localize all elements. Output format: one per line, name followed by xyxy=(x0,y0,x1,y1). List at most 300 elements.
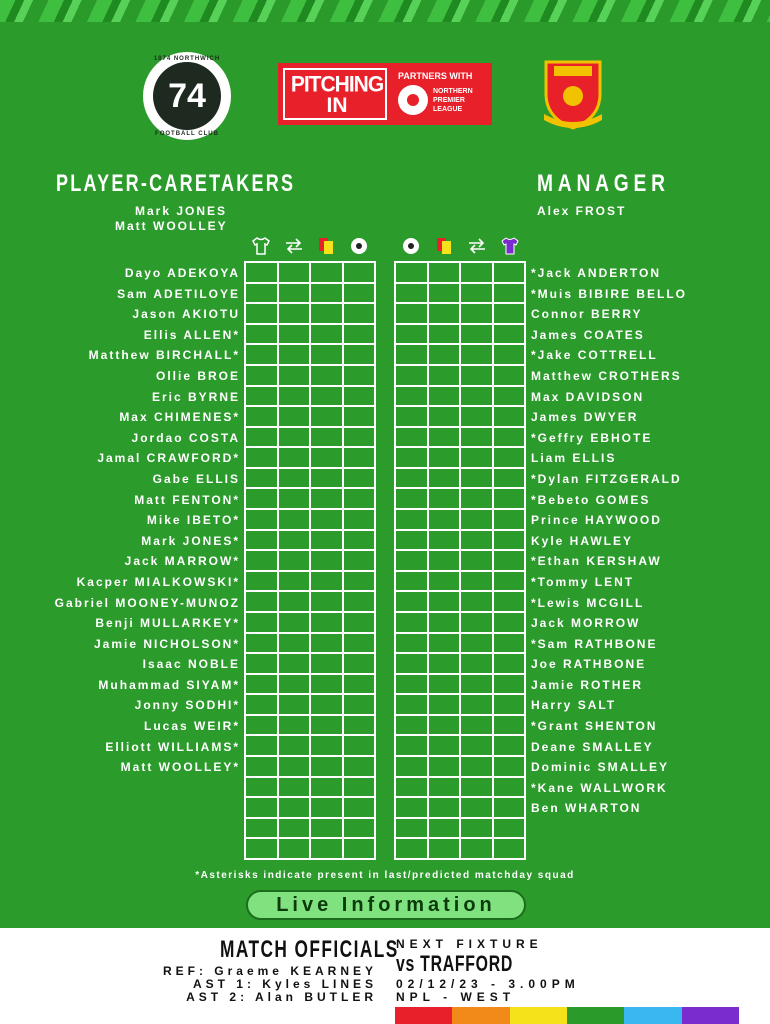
stat-cell xyxy=(246,510,277,529)
next-fixture-opponent: vs TRAFFORD xyxy=(396,951,514,976)
stat-cell xyxy=(246,592,277,611)
stat-cell xyxy=(461,654,492,673)
stat-cell xyxy=(344,407,375,426)
stat-cell xyxy=(279,325,310,344)
stat-cell xyxy=(311,325,342,344)
stat-cell xyxy=(311,757,342,776)
stat-cell xyxy=(344,819,375,838)
stat-cell xyxy=(279,366,310,385)
manager-name: Alex FROST xyxy=(537,204,627,218)
pitching-line2: IN xyxy=(326,94,348,117)
stat-cell xyxy=(461,428,492,447)
player-name: Jamie ROTHER xyxy=(531,677,644,692)
stat-cell xyxy=(279,675,310,694)
stat-cell xyxy=(461,345,492,364)
pitching-in-box xyxy=(283,68,387,120)
stat-cell xyxy=(461,284,492,303)
stat-cell xyxy=(344,345,375,364)
stat-cell xyxy=(429,428,460,447)
stat-cell xyxy=(246,778,277,797)
player-name: Harry SALT xyxy=(531,698,617,713)
stat-cell xyxy=(279,695,310,714)
stat-cell xyxy=(246,448,277,467)
stat-cell xyxy=(246,798,277,817)
stat-cell xyxy=(311,675,342,694)
stat-cell xyxy=(246,572,277,591)
shirt-icon xyxy=(500,236,520,256)
stat-cell xyxy=(344,510,375,529)
player-name: James DWYER xyxy=(531,410,639,425)
stat-cell xyxy=(396,695,427,714)
stat-cell xyxy=(396,366,427,385)
stat-cell xyxy=(494,592,525,611)
stat-cell xyxy=(246,695,277,714)
player-name: *Bebeto GOMES xyxy=(531,492,651,507)
home-stats-grid xyxy=(244,261,376,860)
stat-cell xyxy=(344,778,375,797)
stat-cell xyxy=(429,675,460,694)
stat-cell xyxy=(344,489,375,508)
stat-cell xyxy=(396,592,427,611)
stat-cell xyxy=(279,634,310,653)
stat-cell xyxy=(494,284,525,303)
player-name: Jamie NICHOLSON* xyxy=(93,636,240,651)
stat-cell xyxy=(494,695,525,714)
stat-cell xyxy=(396,613,427,632)
stat-cell xyxy=(494,387,525,406)
player-name: Ellis ALLEN* xyxy=(143,327,240,342)
player-name: Dominic SMALLEY xyxy=(531,760,670,775)
stat-cell xyxy=(311,839,342,858)
ball-icon xyxy=(401,236,421,256)
stat-cell xyxy=(494,839,525,858)
rainbow-segment xyxy=(682,1007,739,1024)
stat-cell xyxy=(396,819,427,838)
player-name: Benji MULLARKEY* xyxy=(95,616,240,631)
player-name: *Sam RATHBONE xyxy=(531,636,658,651)
caretaker-name: Mark JONES xyxy=(135,204,228,218)
player-name: Ben WHARTON xyxy=(531,801,642,816)
player-name: Jason AKIOTU xyxy=(132,307,240,322)
stat-cell xyxy=(311,284,342,303)
stat-cell xyxy=(311,469,342,488)
stat-cell xyxy=(246,634,277,653)
stat-cell xyxy=(461,613,492,632)
stat-cell xyxy=(344,428,375,447)
stat-cell xyxy=(246,387,277,406)
away-players-list xyxy=(531,263,761,819)
stat-cell xyxy=(246,489,277,508)
player-name: Eric BYRNE xyxy=(151,389,240,404)
stat-cell xyxy=(279,489,310,508)
player-name: Gabe ELLIS xyxy=(152,471,240,486)
stat-cell xyxy=(461,695,492,714)
stat-cell xyxy=(461,675,492,694)
player-name: Connor BERRY xyxy=(531,307,643,322)
stat-cell xyxy=(344,716,375,735)
player-name: Joe RATHBONE xyxy=(531,657,647,672)
stat-cell xyxy=(429,448,460,467)
player-name: Prince HAYWOOD xyxy=(531,513,662,528)
stat-cell xyxy=(494,263,525,282)
stat-cell xyxy=(429,489,460,508)
stat-cell xyxy=(429,263,460,282)
stat-cell xyxy=(396,428,427,447)
stat-cell xyxy=(246,263,277,282)
stat-cell xyxy=(311,531,342,550)
stat-cell xyxy=(246,736,277,755)
rainbow-segment xyxy=(452,1007,509,1024)
stat-cell xyxy=(279,448,310,467)
stat-cell xyxy=(494,469,525,488)
stat-cell xyxy=(344,839,375,858)
stat-cell xyxy=(344,448,375,467)
stat-cell xyxy=(494,551,525,570)
pitching-in-logo xyxy=(278,63,492,125)
stat-cell xyxy=(311,654,342,673)
stat-cell xyxy=(494,489,525,508)
club-logo xyxy=(143,52,231,140)
stat-cell xyxy=(246,428,277,447)
stat-cell xyxy=(461,798,492,817)
player-name: Lucas WEIR* xyxy=(143,719,240,734)
player-name: Max DAVIDSON xyxy=(531,389,645,404)
stat-cell xyxy=(461,263,492,282)
club-ring-bottom: FOOTBALL CLUB xyxy=(155,131,219,137)
stat-cell xyxy=(246,613,277,632)
stat-cell xyxy=(396,304,427,323)
stat-cell xyxy=(246,716,277,735)
player-name: Matthew BIRCHALL* xyxy=(88,348,240,363)
stat-cell xyxy=(494,531,525,550)
rainbow-bar xyxy=(395,1007,739,1024)
partners-with-label: PARTNERS WITH xyxy=(398,71,473,81)
player-name: Kacper MIALKOWSKI* xyxy=(76,574,240,589)
rainbow-segment xyxy=(567,1007,624,1024)
stat-cell xyxy=(494,304,525,323)
stat-cell xyxy=(279,304,310,323)
stat-cell xyxy=(494,345,525,364)
stat-cell xyxy=(396,634,427,653)
stat-cell xyxy=(494,736,525,755)
stat-cell xyxy=(311,613,342,632)
player-name: Muhammad SIYAM* xyxy=(98,677,240,692)
stat-cell xyxy=(461,778,492,797)
stat-cell xyxy=(246,366,277,385)
footnote: *Asterisks indicate present in last/predicted matchday squad xyxy=(195,870,575,881)
player-name: Dayo ADEKOYA xyxy=(124,266,240,280)
club-number: 74 xyxy=(168,76,206,115)
stat-cell xyxy=(494,778,525,797)
stat-cell xyxy=(311,510,342,529)
shirt-icon xyxy=(251,236,271,256)
stat-cell xyxy=(279,572,310,591)
stat-cell xyxy=(461,757,492,776)
top-stripe xyxy=(0,0,770,22)
stat-cell xyxy=(396,263,427,282)
stat-cell xyxy=(311,716,342,735)
stat-cell xyxy=(396,757,427,776)
stat-cell xyxy=(429,592,460,611)
stat-cell xyxy=(311,407,342,426)
stat-cell xyxy=(429,757,460,776)
stat-cell xyxy=(461,407,492,426)
player-name: Isaac NOBLE xyxy=(142,657,240,672)
stat-cell xyxy=(344,675,375,694)
stat-cell xyxy=(396,345,427,364)
stat-cell xyxy=(279,798,310,817)
player-name: *Kane WALLWORK xyxy=(531,780,668,795)
stat-cell xyxy=(344,798,375,817)
next-fixture-competition: NPL - WEST xyxy=(396,990,516,1004)
stat-cell xyxy=(344,325,375,344)
stat-cell xyxy=(494,325,525,344)
player-name: Mike IBETO* xyxy=(146,513,240,528)
player-name: *Dylan FITZGERALD xyxy=(531,471,682,486)
stat-cell xyxy=(494,654,525,673)
stat-cell xyxy=(246,345,277,364)
stat-cell xyxy=(396,469,427,488)
stat-cell xyxy=(429,654,460,673)
opponent-crest-icon xyxy=(540,56,606,130)
player-name: Matt FENTON* xyxy=(134,492,240,507)
next-fixture-datetime: 02/12/23 - 3.00PM xyxy=(396,977,580,991)
stat-cell xyxy=(461,634,492,653)
stat-cell xyxy=(279,387,310,406)
stat-cell xyxy=(246,531,277,550)
substitution-icon xyxy=(467,236,487,256)
stat-cell xyxy=(246,284,277,303)
player-name: Jack MORROW xyxy=(531,616,641,631)
player-name: *Geffry EBHOTE xyxy=(531,430,653,445)
stat-cell xyxy=(461,592,492,611)
rainbow-segment xyxy=(510,1007,567,1024)
stat-cell xyxy=(429,839,460,858)
stat-cell xyxy=(396,778,427,797)
manager-heading: MANAGER xyxy=(537,170,670,197)
stat-cell xyxy=(311,263,342,282)
stat-cell xyxy=(429,634,460,653)
stat-cell xyxy=(246,469,277,488)
stat-cell xyxy=(429,345,460,364)
stat-cell xyxy=(461,325,492,344)
stat-cell xyxy=(429,304,460,323)
stat-cell xyxy=(429,613,460,632)
stat-cell xyxy=(279,736,310,755)
stat-cell xyxy=(246,407,277,426)
stat-cell xyxy=(311,592,342,611)
stat-cell xyxy=(429,716,460,735)
stat-cell xyxy=(429,736,460,755)
player-name: Mark JONES* xyxy=(141,533,240,548)
stat-cell xyxy=(461,304,492,323)
stat-cell xyxy=(279,284,310,303)
stat-cell xyxy=(396,489,427,508)
stat-cell xyxy=(396,387,427,406)
stat-cell xyxy=(344,284,375,303)
assistant2-line: AST 2: Alan BUTLER xyxy=(186,990,377,1004)
stat-cell xyxy=(311,304,342,323)
stat-cell xyxy=(429,531,460,550)
stat-cell xyxy=(429,325,460,344)
stat-cell xyxy=(344,387,375,406)
stat-cell xyxy=(311,634,342,653)
pitching-line1: PITCHING xyxy=(290,72,384,97)
player-name: Kyle HAWLEY xyxy=(531,533,634,548)
stat-cell xyxy=(396,736,427,755)
next-fixture-title: NEXT FIXTURE xyxy=(396,937,543,951)
player-name: *Muis BIBIRE BELLO xyxy=(531,286,688,301)
npl-ball-icon xyxy=(398,85,428,115)
stat-cell xyxy=(494,407,525,426)
stat-cell xyxy=(279,839,310,858)
stat-cell xyxy=(461,736,492,755)
stat-cell xyxy=(396,448,427,467)
stat-cell xyxy=(311,798,342,817)
stat-cell xyxy=(279,469,310,488)
stat-cell xyxy=(494,716,525,735)
player-name: *Grant SHENTON xyxy=(531,719,658,734)
stat-cell xyxy=(494,572,525,591)
stat-cell xyxy=(311,387,342,406)
stat-cell xyxy=(494,757,525,776)
stat-cell xyxy=(429,469,460,488)
player-name: *Jake COTTRELL xyxy=(531,348,658,363)
stat-cell xyxy=(279,551,310,570)
player-name: James COATES xyxy=(531,327,645,342)
stat-cell xyxy=(461,366,492,385)
stat-cell xyxy=(344,736,375,755)
stat-cell xyxy=(429,572,460,591)
player-name: *Tommy LENT xyxy=(531,574,635,589)
stat-cell xyxy=(429,798,460,817)
referee-line: REF: Graeme KEARNEY xyxy=(162,964,377,978)
stat-cell xyxy=(344,304,375,323)
player-name: Jamal CRAWFORD* xyxy=(97,451,240,466)
stat-cell xyxy=(461,448,492,467)
stat-cell xyxy=(311,695,342,714)
stat-cell xyxy=(429,387,460,406)
stat-cell xyxy=(246,551,277,570)
stat-cell xyxy=(396,510,427,529)
npl-label: NORTHERN PREMIER LEAGUE xyxy=(433,88,473,113)
stat-cell xyxy=(279,510,310,529)
player-name: Matthew CROTHERS xyxy=(531,368,682,383)
ball-icon xyxy=(349,236,369,256)
live-information-button[interactable]: Live Information xyxy=(246,890,526,920)
stat-cell xyxy=(429,778,460,797)
stat-cell xyxy=(279,592,310,611)
stat-cell xyxy=(246,675,277,694)
player-name: Sam ADETILOYE xyxy=(117,286,240,301)
stat-cell xyxy=(396,798,427,817)
stat-cell xyxy=(396,551,427,570)
stat-cell xyxy=(279,407,310,426)
stat-cell xyxy=(494,613,525,632)
stat-cell xyxy=(344,551,375,570)
player-name: Ollie BROE xyxy=(155,368,240,383)
stat-cell xyxy=(311,366,342,385)
player-name: *Lewis MCGILL xyxy=(531,595,645,610)
player-name: Jonny SODHI* xyxy=(134,698,240,713)
stat-cell xyxy=(461,510,492,529)
rainbow-segment xyxy=(395,1007,452,1024)
stat-cell xyxy=(344,757,375,776)
assistant1-line: AST 1: Kyles LINES xyxy=(192,977,377,991)
stat-cell xyxy=(279,716,310,735)
stat-cell xyxy=(279,757,310,776)
away-stats-grid xyxy=(394,261,526,860)
stat-cell xyxy=(461,839,492,858)
player-name: Liam ELLIS xyxy=(531,451,617,466)
stat-cell xyxy=(494,634,525,653)
stat-cell xyxy=(494,510,525,529)
player-name: Max CHIMENES* xyxy=(119,410,240,425)
stat-cell xyxy=(344,469,375,488)
player-name: Gabriel MOONEY-MUNOZ xyxy=(54,595,240,610)
player-name: *Ethan KERSHAW xyxy=(531,554,662,569)
stat-cell xyxy=(311,551,342,570)
stat-cell xyxy=(494,675,525,694)
stat-cell xyxy=(429,819,460,838)
stat-cell xyxy=(311,345,342,364)
stat-cell xyxy=(494,798,525,817)
stat-cell xyxy=(396,716,427,735)
stat-cell xyxy=(246,839,277,858)
stat-cell xyxy=(311,736,342,755)
stat-cell xyxy=(461,716,492,735)
stat-cell xyxy=(311,428,342,447)
stat-cell xyxy=(494,819,525,838)
stat-cell xyxy=(344,531,375,550)
caretaker-name: Matt WOOLLEY xyxy=(115,219,228,233)
stat-cell xyxy=(344,592,375,611)
cards-icon xyxy=(316,236,336,256)
stat-cell xyxy=(279,819,310,838)
stat-cell xyxy=(311,489,342,508)
stat-cell xyxy=(461,819,492,838)
rainbow-segment xyxy=(624,1007,681,1024)
stat-cell xyxy=(311,819,342,838)
stat-cell xyxy=(279,428,310,447)
stat-cell xyxy=(494,448,525,467)
stat-cell xyxy=(429,510,460,529)
stat-cell xyxy=(494,366,525,385)
stat-cell xyxy=(396,839,427,858)
stat-cell xyxy=(246,757,277,776)
stat-cell xyxy=(279,654,310,673)
stat-cell xyxy=(429,551,460,570)
stat-cell xyxy=(344,634,375,653)
stat-cell xyxy=(311,778,342,797)
player-name: Deane SMALLEY xyxy=(531,739,654,754)
stat-cell xyxy=(396,284,427,303)
stat-cell xyxy=(461,572,492,591)
stat-cell xyxy=(396,654,427,673)
stat-cell xyxy=(279,613,310,632)
stat-cell xyxy=(344,263,375,282)
player-name: *Jack ANDERTON xyxy=(531,266,662,280)
stat-cell xyxy=(246,654,277,673)
club-ring-top: 1874 NORTHWICH xyxy=(153,56,221,62)
stat-cell xyxy=(494,428,525,447)
stat-cell xyxy=(344,654,375,673)
stat-cell xyxy=(396,531,427,550)
stat-cell xyxy=(396,325,427,344)
stat-cell xyxy=(461,469,492,488)
stat-cell xyxy=(279,778,310,797)
stat-cell xyxy=(429,284,460,303)
